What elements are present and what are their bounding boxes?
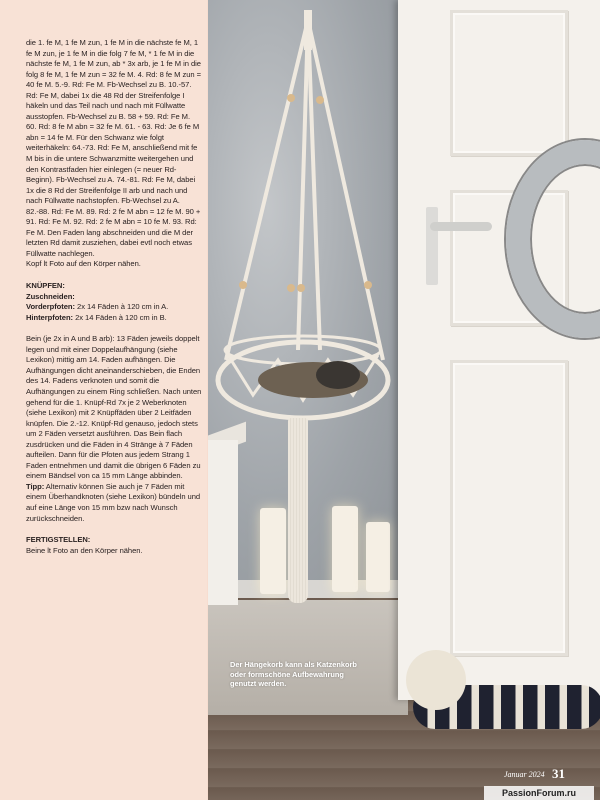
head-instruction: Kopf lt Foto auf den Körper nähen. — [26, 259, 141, 269]
section-heading-fertigstellen: FERTIGSTELLEN: — [26, 535, 91, 545]
vorderpfoten-line — [26, 302, 202, 313]
photo-caption: Der Hängekorb kann als Katzenkorb oder formschöne Aufbewahrung genutzt werden. — [230, 660, 357, 688]
hinterpfoten-label: Hinterpfoten: — [26, 312, 74, 322]
article-text — [26, 38, 202, 556]
door-panel-lower — [450, 360, 568, 656]
vorderpfoten-text: 2x 14 Fäden à 120 cm in A. — [75, 302, 169, 312]
instructions-paragraph: die 1. fe M, 1 fe M zun, 1 fe M in die nächste fe M, 1 fe M zun, je 1 fe M in die folg 7 fe M, * 1 fe M in die nächste fe M, 1 fe M zun, ab * 3x arb, je 1 fe M in die folg 8 fe M, 1 fe M zun = 32 fe M. 4. Rd: 8 fe M zun = 40 fe M. 5.-9. Rd: Fe M. Fb-Wechsel zu B. 10.-57. Rd: Fe M, dabei 1x die 48 Rd der Streifenfolge I häkeln und das Teil nach und nach mit Füllwatte ausstopfen. Fb-Wechsel zu B. 58 + 59. Rd: Fe M. 60. Rd: 8 fe M abn = 32 fe M. 61. - 63. Rd: Je 6 fe M abn = 14 fe M. Für den Schwanz wie folgt weiterhäkeln: 64.-73. Rd: Fe M, anschließend mit fe M bis in die untere Schwanzmitte weitergehen und den Kontrastfaden hier einlegen (= neuer Rd-Beginn). Fb-Wechsel zu A. 74.-81. Rd: Fe M, dabei 1x die 8 Rd der Streifenfolge II arb und nach und nach Füllwatte nachstopfen. Fb-Wechsel zu A. 82.-88. Rd: Fe M. 89. Rd: 2 fe M abn = 12 fe M. 90 + 91. Rd: Fe M. 92. Rd: 2 fe M abn = 10 fe M. 93. Rd: Fe M. Den Faden lang abschneiden und die M der letzten Rd damit zusziehen, dabei evtl noch etwas Füllwatte nachlegen. — [26, 38, 201, 258]
hinterpfoten-text: 2x 14 Fäden à 120 cm in B. — [73, 312, 167, 322]
door-handle — [430, 222, 492, 231]
candle-left — [260, 508, 286, 594]
bein-paragraph: Bein (je 2x in A und B arb): 13 Fäden jeweils doppelt legen und mit einer Doppelaufhängung (siehe Lexikon) mittig am 14. Faden aufhängen. Die Aufhängungen dicht aneinanderschieben, die Enden des 14. Fadens verknoten und somit die Aufhängungen zu einem Ring schließen. Nach unten gehend für die 1. Knüpf-Rd 7x je 2 Weberknoten (siehe Lexikon) mit 2 Knüpffäden über 2 Leitfäden knüpfen. Die 2.-12. Knüpf-Rd genauso, jedoch stets um 2 Fäden versetzt ausführen. Das Bein flach zusdrücken und die Fäden in 4 Stränge à 7 Fäden aufteilen. Dann für die Pfoten aus jedem Strang 1 Faden entnehmen und damit die übrigen 6 Fäden zu einem Bändsel von ca 15 mm Länge abbinden. — [26, 334, 202, 481]
macrame-tassel — [288, 418, 308, 603]
tipp-text: Alternativ können Sie auch je 7 Fäden mit einem Überhandknoten (siehe Lexikon) bündeln und auf eine Länge von 15 mm bzw nach Wunsch zurückschneiden. — [26, 481, 201, 523]
crochet-cat-head — [406, 650, 466, 710]
rug — [208, 600, 408, 715]
white-door — [398, 0, 600, 700]
candle-right — [366, 522, 390, 592]
door-panel-upper — [450, 10, 568, 156]
tipp-line — [26, 482, 202, 524]
text-column — [0, 0, 207, 800]
vorderpfoten-label: Vorderpfoten: — [26, 302, 75, 312]
fertigstellen-text: Beine lt Foto an den Körper nähen. — [26, 545, 143, 555]
tipp-label: Tipp: — [26, 481, 45, 491]
lantern-house — [208, 440, 238, 605]
section-heading-knuepfen: KNÜPFEN: — [26, 281, 65, 291]
watermark: PassionForum.ru — [484, 786, 594, 800]
macrame-hanger — [208, 0, 408, 440]
issue-month: Januar 2024 — [504, 770, 545, 779]
candle-middle — [332, 506, 358, 592]
page-number: 31 — [552, 766, 565, 781]
subheading-zuschneiden: Zuschneiden: — [26, 291, 75, 301]
page-folio — [488, 766, 588, 782]
door-handle-plate — [426, 207, 438, 285]
hinterpfoten-line — [26, 313, 202, 324]
